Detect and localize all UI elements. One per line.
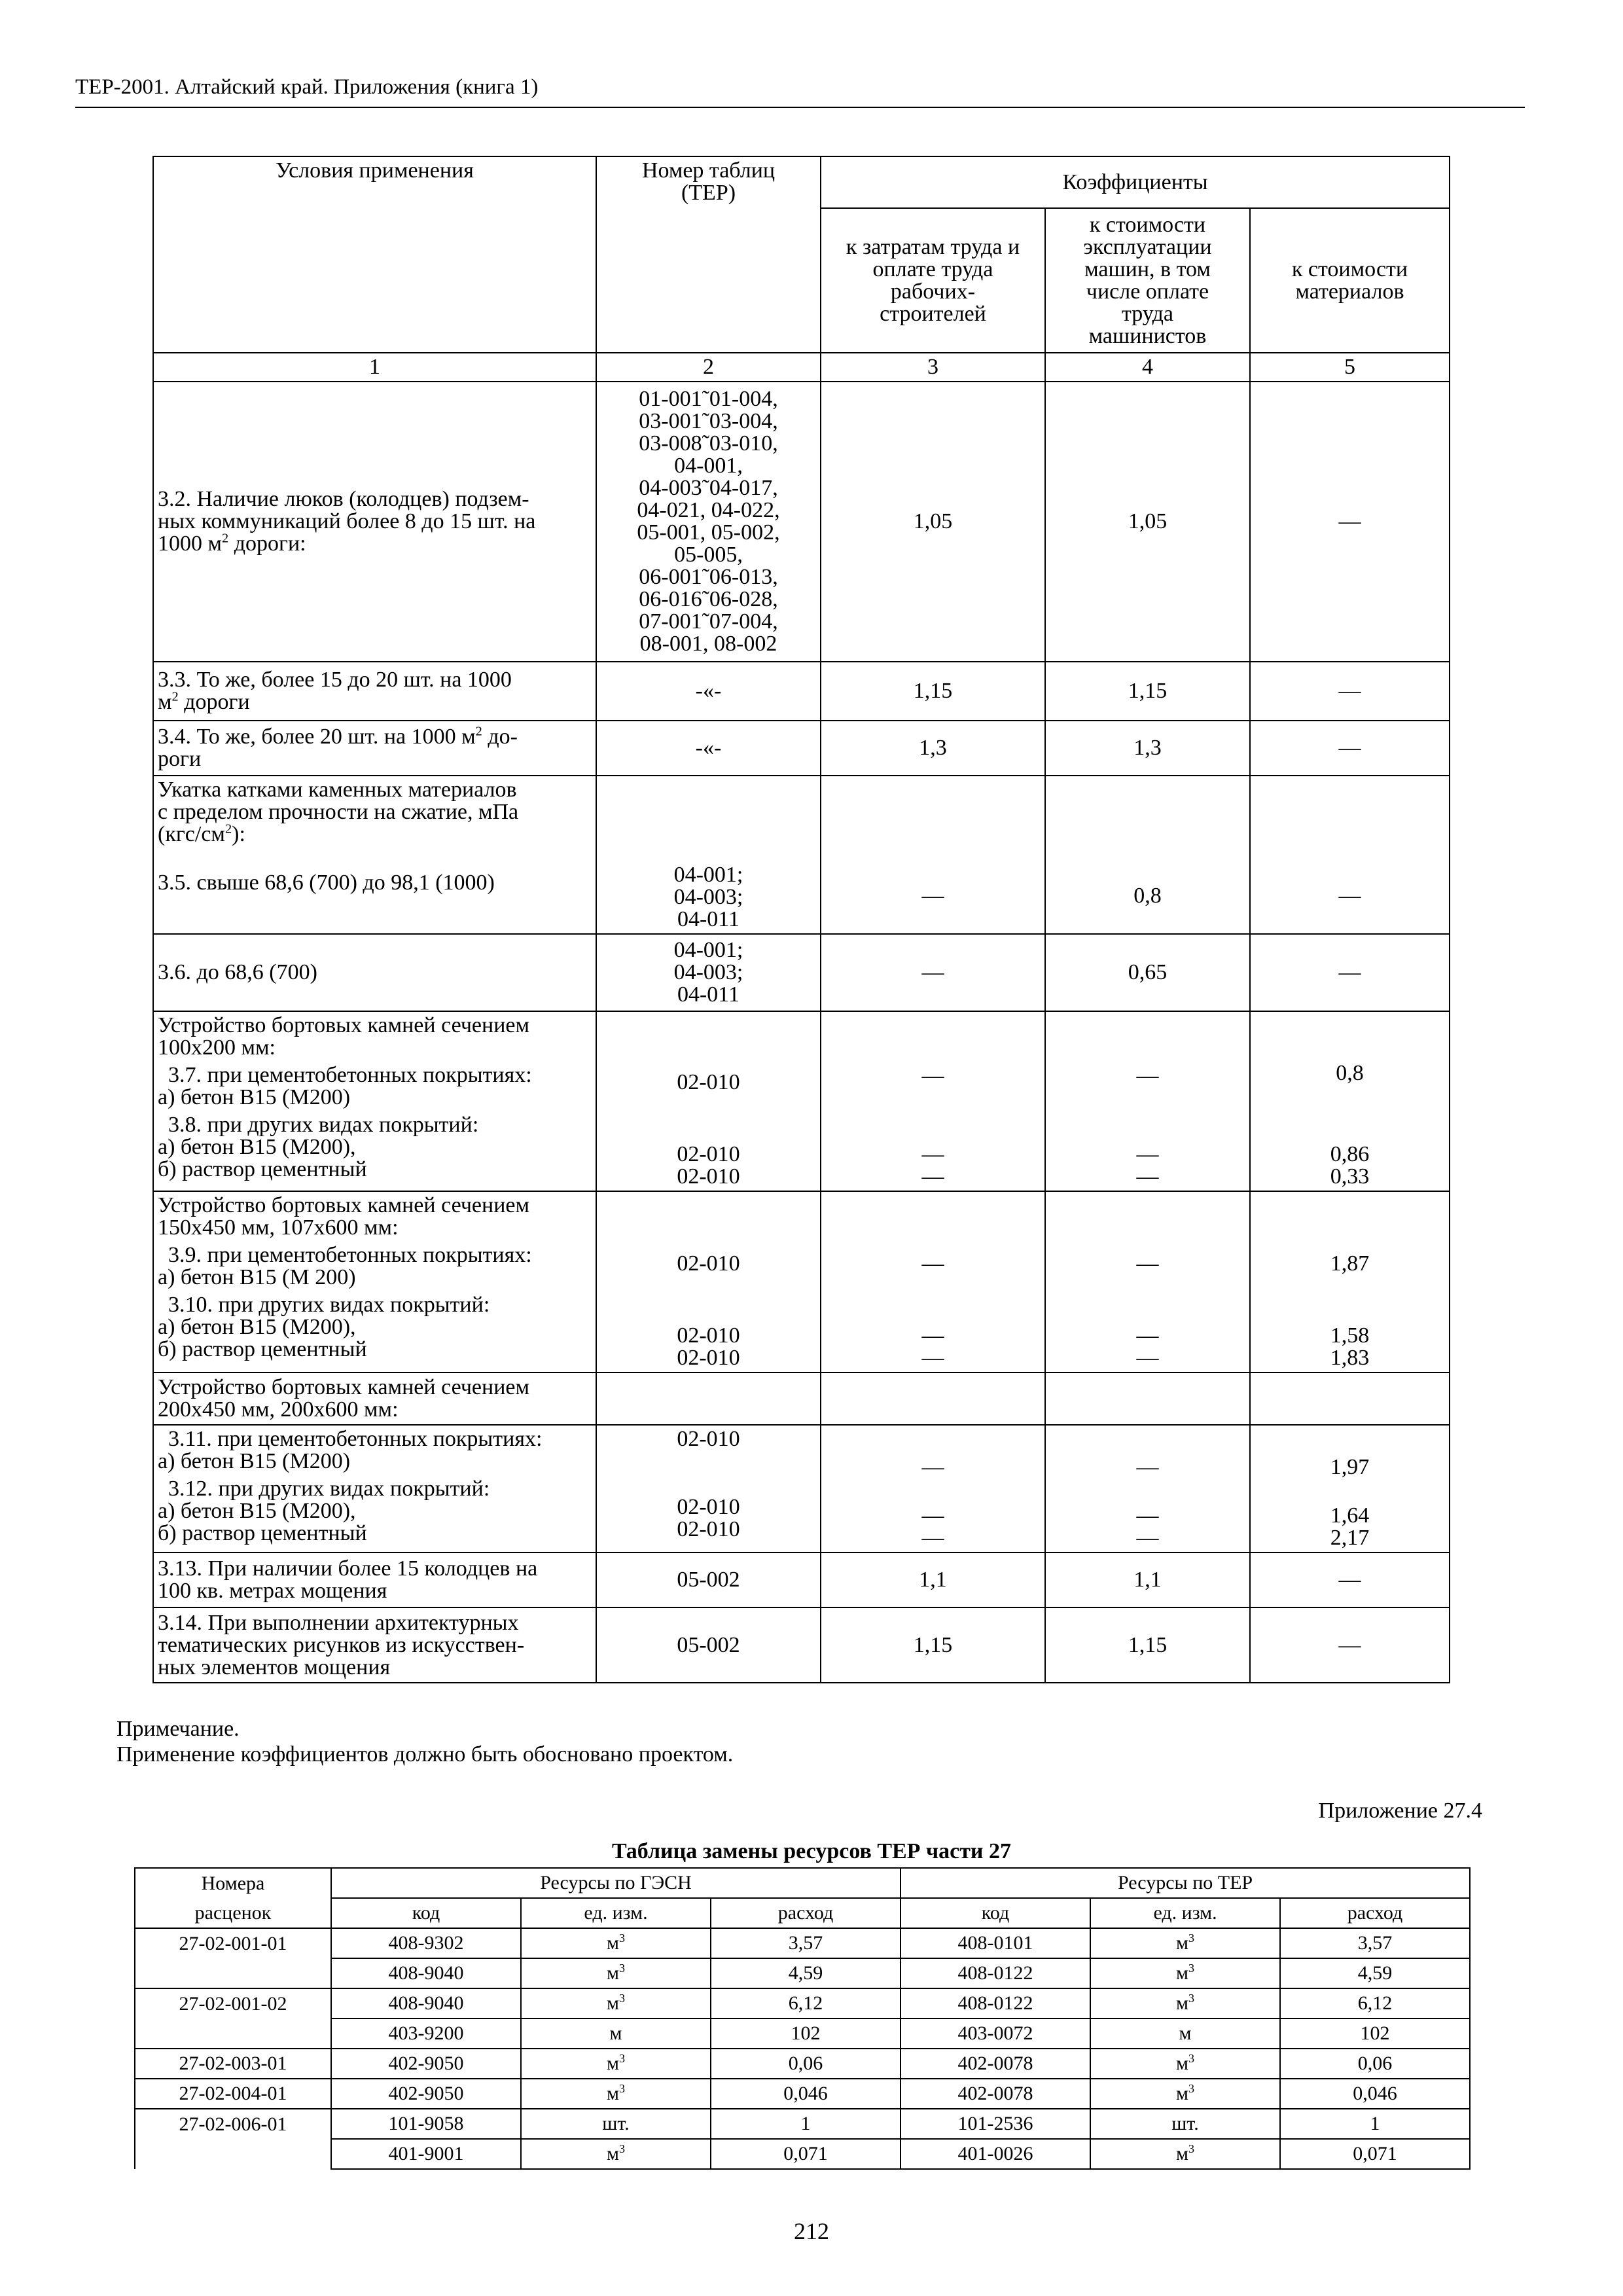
note	[116, 1716, 733, 1767]
row-3-13	[153, 1552, 1450, 1607]
col-number: 3	[821, 353, 1045, 382]
row-3-2	[153, 382, 1450, 662]
table-row	[135, 2049, 1470, 2079]
subgroup-title: 3.11. при цементобетонных покрытиях:	[168, 1427, 543, 1451]
material-coef: —	[1250, 1552, 1450, 1607]
gesn-rate: 4,59	[711, 1958, 901, 1988]
rate-number: 27-02-001-02	[135, 1988, 331, 2018]
gesn-unit: $м^3$	[521, 1958, 711, 1988]
coef-value: —	[1136, 1455, 1159, 1479]
material-coef: —	[1250, 382, 1450, 662]
coef-value: 1,97	[1330, 1455, 1370, 1479]
table-row	[135, 2079, 1470, 2109]
empty-cell	[1045, 1372, 1250, 1425]
col1-header: Условия применения	[153, 156, 596, 353]
table-row	[135, 2109, 1470, 2139]
condition-text: 3.3. То же, более 15 до 20 шт. на 1000 $м^2$ дороги	[153, 662, 596, 721]
material-coef: —	[1250, 1607, 1450, 1683]
condition-text: 3.13. При наличии более 15 колодцев на 100 кв. метрах мощения	[153, 1552, 596, 1607]
condition-text	[153, 776, 596, 934]
row-curb-200	[153, 1372, 1450, 1425]
coefficients-group-header: Коэффициенты	[821, 156, 1450, 208]
gesn-unit: $м^3$	[521, 2049, 711, 2079]
empty-cell	[596, 1372, 821, 1425]
row-3-3	[153, 662, 1450, 721]
ter-unit: м	[1090, 2018, 1280, 2049]
rate-number: 27-02-003-01	[135, 2049, 331, 2079]
labor-coef: 1,1	[821, 1552, 1045, 1607]
gesn-code: 101-9058	[331, 2109, 521, 2139]
gesn-code: 403-9200	[331, 2018, 521, 2049]
material-coef	[1250, 1425, 1450, 1552]
ter-unit: шт.	[1090, 2109, 1280, 2139]
column-number-row	[153, 353, 1450, 382]
coef-value: 1,87	[1330, 1251, 1370, 1276]
ter-unit: $м^3$	[1090, 1958, 1280, 1988]
curb-intro: Устройство бортовых камней сечением 200х450 мм, 200х600 мм:	[153, 1372, 596, 1425]
machine-coef: 1,05	[1045, 382, 1250, 662]
ter-code: 403-0072	[901, 2018, 1090, 2049]
ter-rate: 0,071	[1280, 2139, 1470, 2169]
ter-unit: $м^3$	[1090, 2049, 1280, 2079]
item-line: а) бетон В15 (М200),	[158, 1499, 356, 1523]
table-numbers	[596, 1011, 821, 1191]
rate-number: 27-02-004-01	[135, 2079, 331, 2109]
rate-header: расход	[1280, 1898, 1470, 1928]
unit-header: ед. изм.	[521, 1898, 711, 1928]
appendix-label: Приложение 27.4	[1318, 1799, 1482, 1823]
item-line: а) бетон В15 (М200),	[158, 1315, 356, 1339]
material-coef: —	[1250, 934, 1450, 1011]
table-row	[135, 2139, 1470, 2169]
code-header: код	[901, 1898, 1090, 1928]
table-number: 02-010 02-010	[677, 1142, 740, 1189]
ter-unit: $м^3$	[1090, 2079, 1280, 2109]
labor-coef	[821, 1425, 1045, 1552]
col-number: 4	[1045, 353, 1250, 382]
subgroup-title: 3.12. при других видах покрытий:	[168, 1477, 490, 1501]
table-numbers: 04-001; 04-003; 04-011	[596, 776, 821, 934]
item-line: б) раствор цементный	[158, 1337, 367, 1361]
condition-text	[153, 1425, 596, 1552]
machine-coef	[1045, 1425, 1250, 1552]
coef-value: — —	[921, 1503, 944, 1550]
labor-coef: —	[821, 776, 1045, 934]
gesn-code: 402-9050	[331, 2079, 521, 2109]
gesn-unit: $м^3$	[521, 1988, 711, 2018]
coef-value: — —	[921, 1142, 944, 1189]
gesn-unit: шт.	[521, 2109, 711, 2139]
table-number: 02-010	[677, 1427, 740, 1451]
coef-value: — —	[1136, 1503, 1159, 1550]
gesn-rate: 0,06	[711, 2049, 901, 2079]
gesn-code: 408-9040	[331, 1958, 521, 1988]
material-coef	[1250, 1191, 1450, 1372]
coef-value: —	[1136, 1251, 1159, 1276]
resource-table-title: Таблица замены ресурсов ТЕР части 27	[611, 1839, 1012, 1863]
coef-value: —	[921, 1251, 944, 1276]
condition-text: 3.4. То же, более 20 шт. на 1000 $м^2$ до- роги	[153, 721, 596, 776]
coef-value: — —	[1136, 1142, 1159, 1189]
item-line: а) бетон В15 (М 200)	[158, 1265, 356, 1289]
col5-header: к стоимости материалов	[1250, 208, 1450, 353]
gesn-code: 408-9040	[331, 1988, 521, 2018]
table-row	[135, 1928, 1470, 1958]
labor-coef: 1,15	[821, 1607, 1045, 1683]
coef-value: 0,8	[1336, 1061, 1364, 1085]
page-number: 212	[794, 2218, 829, 2244]
table-numbers: 01-001˜01-004, 03-001˜03-004, 03-008˜03-010, 04-001, 04-003˜04-017, 04-021, 04-022, 05-001, 05-002, 05-005, 06-001˜06-013, 06-016˜06-028, 07-001˜07-004, 08-001, 08-002	[596, 382, 821, 662]
ter-group-header: Ресурсы по ТЕР	[901, 1868, 1470, 1898]
table-row	[135, 1988, 1470, 2018]
coefficients-table	[152, 156, 1450, 1683]
note-title: Примечание.	[116, 1717, 240, 1741]
row-3-6	[153, 934, 1450, 1011]
ter-rate: 6,12	[1280, 1988, 1470, 2018]
table-numbers: -«-	[596, 662, 821, 721]
coef-value: — —	[921, 1323, 944, 1370]
table-numbers	[596, 1191, 821, 1372]
row-3-5	[153, 776, 1450, 934]
gesn-unit: м	[521, 2018, 711, 2049]
labor-coef	[821, 1191, 1045, 1372]
rate-number-header: расценок	[135, 1898, 331, 1928]
gesn-code: 401-9001	[331, 2139, 521, 2169]
empty-cell	[1250, 1372, 1450, 1425]
gesn-rate: 0,046	[711, 2079, 901, 2109]
col2-header: Номер таблиц (ТЕР)	[596, 156, 821, 353]
gesn-code: 408-9302	[331, 1928, 521, 1958]
table-row	[135, 1958, 1470, 1988]
machine-coef	[1045, 1011, 1250, 1191]
coef-value: —	[921, 1455, 944, 1479]
row-3-14	[153, 1607, 1450, 1683]
table-numbers: 05-002	[596, 1607, 821, 1683]
col4-header: к стоимости эксплуатации машин, в том числе оплате труда машинистов	[1045, 208, 1250, 353]
labor-coef: 1,05	[821, 382, 1045, 662]
condition-text: 3.2. Наличие люков (колодцев) подзем- ных коммуникаций более 8 до 15 шт. на 1000 $м^2$ дороги:	[153, 382, 596, 662]
code-header: код	[331, 1898, 521, 1928]
gesn-unit: $м^3$	[521, 1928, 711, 1958]
rate-number	[135, 2018, 331, 2049]
machine-coef: 1,15	[1045, 662, 1250, 721]
machine-coef: 0,65	[1045, 934, 1250, 1011]
table-number: 02-010 02-010	[677, 1495, 740, 1541]
gesn-rate: 102	[711, 2018, 901, 2049]
subgroup-title: 3.10. при других видах покрытий:	[168, 1293, 490, 1317]
rate-number-header: Номера	[135, 1868, 331, 1898]
rate-header: расход	[711, 1898, 901, 1928]
resource-replacement-table	[134, 1867, 1471, 2170]
ter-code: 402-0078	[901, 2079, 1090, 2109]
ter-rate: 1	[1280, 2109, 1470, 2139]
machine-coef: 1,1	[1045, 1552, 1250, 1607]
condition-text	[153, 1011, 596, 1191]
table-number: 02-010	[677, 1070, 740, 1094]
ter-code: 101-2536	[901, 2109, 1090, 2139]
ter-code: 408-0122	[901, 1988, 1090, 2018]
ter-rate: 3,57	[1280, 1928, 1470, 1958]
gesn-rate: 1	[711, 2109, 901, 2139]
condition-text: 3.14. При выполнении архитектурных тематических рисунков из искусствен- ных элементов мощения	[153, 1607, 596, 1683]
condition-3-5: 3.5. свыше 68,6 (700) до 98,1 (1000)	[158, 870, 495, 895]
labor-coef: —	[821, 934, 1045, 1011]
col3-header: к затратам труда и оплате труда рабочих- строителей	[821, 208, 1045, 353]
ter-rate: 0,046	[1280, 2079, 1470, 2109]
col-number: 5	[1250, 353, 1450, 382]
table-number: 02-010	[677, 1251, 740, 1276]
ter-code: 408-0122	[901, 1958, 1090, 1988]
material-coef: —	[1250, 662, 1450, 721]
coef-value: —	[921, 1064, 944, 1088]
gesn-unit: $м^3$	[521, 2079, 711, 2109]
labor-coef: 1,3	[821, 721, 1045, 776]
gesn-group-header: Ресурсы по ГЭСН	[331, 1868, 901, 1898]
coef-value: —	[1136, 1064, 1159, 1088]
gesn-unit: $м^3$	[521, 2139, 711, 2169]
gesn-rate: 3,57	[711, 1928, 901, 1958]
rate-number	[135, 2139, 331, 2169]
labor-coef: 1,15	[821, 662, 1045, 721]
ter-rate: 4,59	[1280, 1958, 1470, 1988]
machine-coef: 1,15	[1045, 1607, 1250, 1683]
empty-cell	[821, 1372, 1045, 1425]
col-number: 2	[596, 353, 821, 382]
table-numbers	[596, 1425, 821, 1552]
col-number: 1	[153, 353, 596, 382]
subgroup-title: 3.9. при цементобетонных покрытиях:	[168, 1243, 532, 1267]
gesn-code: 402-9050	[331, 2049, 521, 2079]
curb-intro: Устройство бортовых камней сечением 150х450 мм, 107х600 мм:	[158, 1193, 530, 1240]
item-line: а) бетон В15 (М200)	[158, 1449, 351, 1473]
table-numbers: -«-	[596, 721, 821, 776]
rolling-intro: Укатка катками каменных материалов с пределом прочности на сжатие, мПа $(кгс/см^2)$:	[158, 778, 519, 846]
gesn-rate: 0,071	[711, 2139, 901, 2169]
rate-number	[135, 1958, 331, 1988]
rate-number: 27-02-001-01	[135, 1928, 331, 1958]
gesn-rate: 6,12	[711, 1988, 901, 2018]
condition-text	[153, 1191, 596, 1372]
table-number: 02-010 02-010	[677, 1323, 740, 1370]
table-row	[135, 2018, 1470, 2049]
note-text: Применение коэффициентов должно быть обосновано проектом.	[116, 1742, 734, 1767]
condition-text: 3.6. до 68,6 (700)	[153, 934, 596, 1011]
subgroup-title: 3.7. при цементобетонных покрытиях:	[168, 1063, 532, 1087]
running-header: ТЕР-2001. Алтайский край. Приложения (книга 1)	[75, 75, 539, 99]
labor-coef	[821, 1011, 1045, 1191]
ter-code: 408-0101	[901, 1928, 1090, 1958]
machine-coef: 1,3	[1045, 721, 1250, 776]
coef-value: 0,86 0,33	[1330, 1142, 1370, 1189]
ter-rate: 0,06	[1280, 2049, 1470, 2079]
table-numbers: 05-002	[596, 1552, 821, 1607]
material-coef	[1250, 1011, 1450, 1191]
item-line: а) бетон В15 (М200),	[158, 1135, 356, 1159]
ter-unit: $м^3$	[1090, 1928, 1280, 1958]
coef-value: 1,58 1,83	[1330, 1323, 1370, 1370]
ter-rate: 102	[1280, 2018, 1470, 2049]
machine-coef	[1045, 1191, 1250, 1372]
ter-unit: $м^3$	[1090, 1988, 1280, 2018]
row-3-4	[153, 721, 1450, 776]
coef-value: — —	[1136, 1323, 1159, 1370]
ter-unit: $м^3$	[1090, 2139, 1280, 2169]
machine-coef: 0,8	[1045, 776, 1250, 934]
ter-code: 402-0078	[901, 2049, 1090, 2079]
item-line: б) раствор цементный	[158, 1157, 367, 1181]
row-3-7-3-8	[153, 1011, 1450, 1191]
header-rule	[75, 107, 1525, 108]
item-line: а) бетон В15 (М200)	[158, 1085, 351, 1109]
material-coef: —	[1250, 776, 1450, 934]
row-3-9-3-10	[153, 1191, 1450, 1372]
unit-header: ед. изм.	[1090, 1898, 1280, 1928]
subgroup-title: 3.8. при других видах покрытий:	[168, 1113, 479, 1137]
coef-value: 1,64 2,17	[1330, 1503, 1370, 1550]
material-coef: —	[1250, 721, 1450, 776]
item-line: б) раствор цементный	[158, 1521, 367, 1545]
row-3-11-3-12	[153, 1425, 1450, 1552]
ter-code: 401-0026	[901, 2139, 1090, 2169]
curb-intro: Устройство бортовых камней сечением 100х200 мм:	[158, 1013, 530, 1060]
rate-number: 27-02-006-01	[135, 2109, 331, 2139]
table-numbers: 04-001; 04-003; 04-011	[596, 934, 821, 1011]
